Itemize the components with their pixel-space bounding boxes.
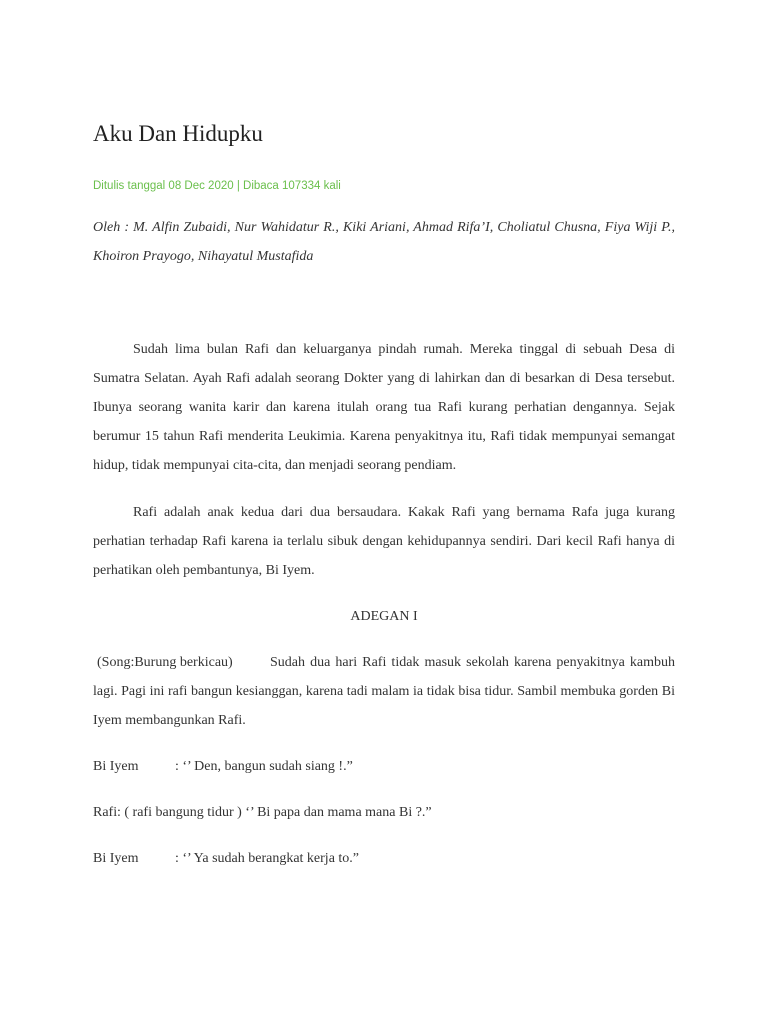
scene-description-text: Sudah dua hari Rafi tidak masuk sekolah karena penyakitnya kambuh lagi. Pagi ini rafi bangun kesianggan, karena tadi malam ia tidak bisa tidur. Sambil membuka gorden Bi Iyem membangunkan Rafi. [93,655,675,728]
dialogue-text: : ‘’ Ya sudah berangkat kerja to.” [175,851,360,866]
dialogue-line [93,844,359,873]
dialogue-text: : ( rafi bangung tidur ) ‘’ Bi papa dan mama mana Bi ?.” [117,805,432,820]
scene-song-cue: (Song:Burung berkicau) [97,655,233,670]
dialogue-speaker: Bi Iyem [93,851,139,866]
story-paragraph: Rafi adalah anak kedua dari dua bersaudara. Kakak Rafi yang bernama Rafa juga kurang perhatian terhadap Rafi karena ia terlalu sibuk dengan kehidupannya sendiri. Dari kecil Rafi hanya di perhatikan oleh pembantunya, Bi Iyem. [93,505,675,578]
dialogue-text: : ‘’ Den, bangun sudah siang !.” [175,759,353,774]
article-title: Aku Dan Hidupku [93,121,263,146]
scene-description [93,648,675,735]
dialogue-speaker: Bi Iyem [93,759,139,774]
article-authors: Oleh : M. Alfin Zubaidi, Nur Wahidatur R., Kiki Ariani, Ahmad Rifa’I, Choliatul Chusna, Fiya Wiji P., Khoiron Prayogo, Nihayatul Mustafida [93,220,675,264]
dialogue-speaker: Rafi [93,805,118,820]
dialogue-line [93,798,432,827]
article-meta: Ditulis tanggal 08 Dec 2020 | Dibaca 107334 kali [93,180,341,192]
scene-heading: ADEGAN I [350,609,418,624]
story-paragraph: Sudah lima bulan Rafi dan keluarganya pindah rumah. Mereka tinggal di sebuah Desa di Sumatra Selatan. Ayah Rafi adalah seorang Dokter yang di lahirkan dan di besarkan di Desa tersebut. Ibunya seorang wanita karir dan karena itulah orang tua Rafi kurang perhatian dengannya. Sejak berumur 15 tahun Rafi menderita Leukimia. Karena penyakitnya itu, Rafi tidak mempunyai semangat hidup, tidak mempunyai cita-cita, dan menjadi seorang pendiam. [93,342,675,473]
dialogue-line [93,752,353,781]
